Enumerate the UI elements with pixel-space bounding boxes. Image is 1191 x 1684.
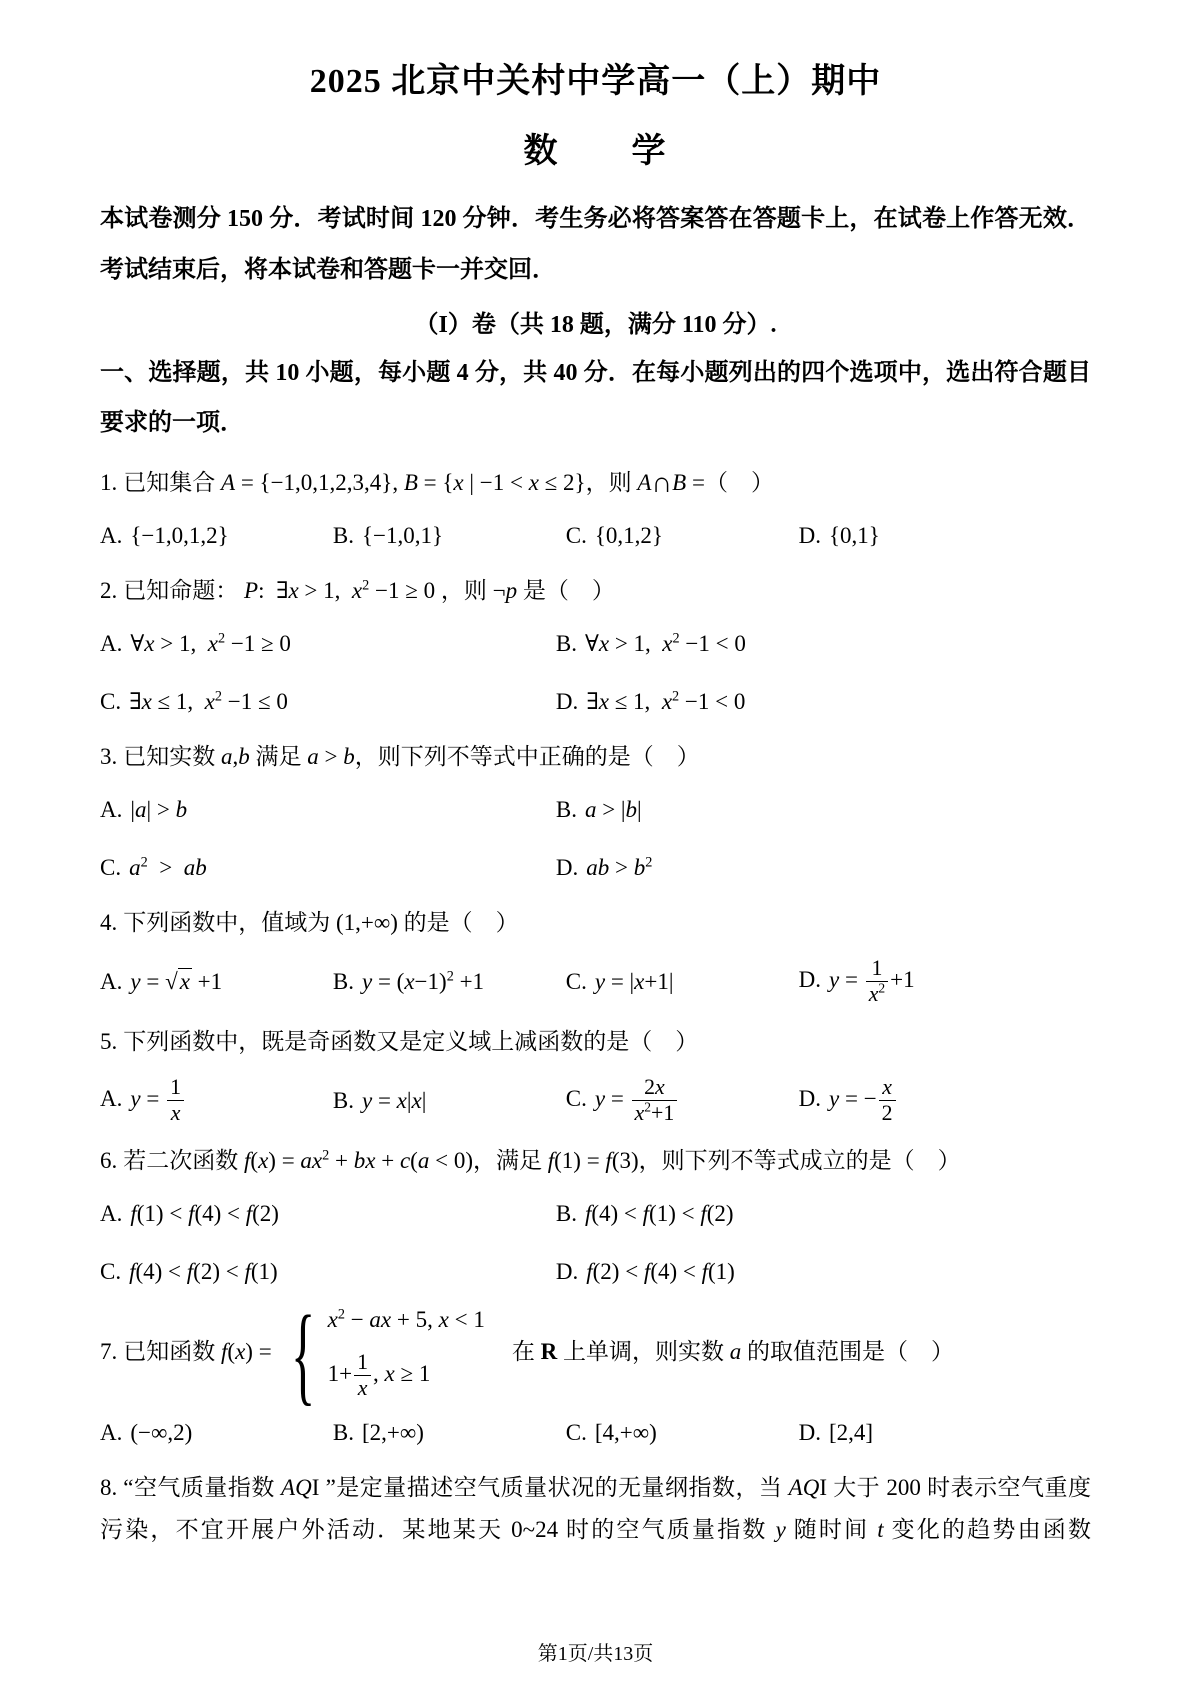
question-stem — [100, 1021, 1091, 1063]
question-text: 已知实数 a,b 满足 a > b，则下列不等式中正确的是（ ） — [123, 744, 700, 769]
option-a — [100, 624, 556, 664]
option-c — [100, 1252, 556, 1292]
option-value: f(4) < f(2) < f(1) — [129, 1259, 278, 1285]
option-label: A. — [100, 1420, 123, 1446]
question-stem — [100, 462, 1091, 504]
option-value: [4,+∞) — [594, 1420, 657, 1446]
page-footer: 第1页/共13页 — [537, 1643, 654, 1665]
question-number: 2. — [100, 578, 118, 603]
option-label: A. — [100, 1086, 123, 1112]
option-b — [333, 1413, 566, 1453]
question-number: 5. — [100, 1029, 118, 1055]
question-number: 8. — [100, 1475, 118, 1501]
question-text: 已知集合 A = {−1,0,1,2,3,4}, B = {x | −1 < x ≤ 2}，则 A∩B =（ ） — [123, 467, 774, 499]
question-stem — [100, 736, 1091, 778]
option-c — [566, 1075, 799, 1126]
option-label: A. — [100, 523, 123, 548]
option-a — [100, 516, 333, 556]
option-label: C. — [100, 1259, 122, 1285]
question-3 — [100, 736, 1091, 888]
option-value: $a^2$ > ab — [129, 854, 207, 880]
option-label: A. — [100, 797, 123, 822]
option-value: f(2) < f(4) < f(1) — [586, 1259, 735, 1285]
exam-instructions: 本试卷测分 150 分．考试时间 120 分钟．考生务必将答案答在答题卡上，在试卷上作答无效．考试结束后，将本试卷和答题卡一并交回． — [100, 206, 1091, 283]
option-label: A. — [100, 631, 123, 656]
option-label: B. — [555, 1201, 577, 1227]
option-value: y = $\frac{1}{x}$ — [130, 1086, 186, 1111]
option-value: a > |b| — [584, 797, 642, 822]
option-value: y = |x+1| — [594, 968, 674, 994]
option-c — [100, 682, 556, 722]
option-b — [333, 516, 566, 556]
option-value: (−∞,2) — [130, 1420, 193, 1446]
option-a — [100, 790, 556, 830]
question-text: 已知函数 f(x) = { $x^2$ − ax + 5, x < 1 1+ $\frac{1}{x}$ , x ≥ 1 在 R 上单调，则实数 a 的取值范围是（ ） — [123, 1292, 954, 1416]
question-number: 4. — [100, 910, 118, 935]
subject-title: 数 学 — [523, 133, 668, 170]
option-a — [100, 962, 333, 1002]
option-value: {−1,0,1,2} — [130, 523, 229, 548]
question-1 — [100, 462, 1091, 556]
page-title: 2025 北京中关村中学高一（上）期中 — [309, 63, 882, 100]
options-grid — [100, 624, 1091, 722]
option-b — [556, 624, 1091, 664]
option-label: D. — [555, 855, 579, 880]
option-label: B. — [555, 797, 577, 822]
option-d — [799, 1413, 1091, 1453]
option-c — [566, 962, 799, 1002]
option-value: ∃x ≤ 1, $x^2 -1 < 0$ — [586, 688, 746, 714]
option-c — [100, 848, 556, 888]
option-label: A. — [100, 1201, 123, 1227]
option-a — [100, 1194, 556, 1234]
question-number: 7. — [100, 1339, 118, 1365]
option-value: f(1) < f(4) < f(2) — [130, 1201, 279, 1227]
options-grid — [100, 516, 1091, 556]
question-stem — [100, 1292, 1091, 1416]
option-label: D. — [798, 523, 821, 548]
option-label: C. — [100, 855, 122, 880]
option-b — [556, 1194, 1091, 1234]
question-stem — [100, 1467, 1091, 1551]
option-value: y = √x +1 — [130, 968, 223, 994]
part-header: （I）卷（共 18 题，满分 110 分）. — [414, 312, 777, 338]
option-c — [566, 1413, 799, 1453]
option-d — [799, 516, 1091, 556]
options-grid — [100, 1075, 1091, 1126]
option-label: B. — [332, 1420, 354, 1446]
question-8 — [100, 1467, 1091, 1551]
question-text: “空气质量指数 AQI ”是定量描述空气质量状况的无量纲指数，当 AQI 大于 200 时表示空气重度污染，不宜开展户外活动．某地某天 0~24 时的空气质量指数 y 随时间 t 变化的趋势由函数 — [100, 1475, 1092, 1543]
option-b — [556, 790, 1091, 830]
question-5 — [100, 1021, 1091, 1126]
option-value: ∀x > 1, $x^2 -1 \ge 0$ — [130, 630, 291, 656]
option-d — [556, 682, 1091, 722]
option-label: D. — [798, 966, 821, 992]
option-value: y = $\frac{2x}{x^2+1}$ — [595, 1086, 679, 1111]
question-text: 若二次函数 $f(x) = ax^2$ + bx + c(a < 0)，满足 f(1) = f(3)，则下列不等式成立的是（ ） — [123, 1147, 961, 1174]
question-text: 下列函数中，既是奇函数又是定义域上减函数的是（ ） — [123, 1029, 699, 1055]
option-label: B. — [332, 1087, 354, 1113]
options-grid — [100, 1194, 1091, 1292]
option-value: [2,4] — [829, 1420, 874, 1446]
question-4 — [100, 902, 1091, 1007]
options-grid — [100, 956, 1091, 1007]
option-b — [333, 1081, 566, 1121]
option-d — [556, 848, 1091, 888]
question-text: 下列函数中，值域为 (1,+∞) 的是（ ） — [123, 910, 519, 935]
option-value: {0,1} — [829, 523, 880, 548]
question-6 — [100, 1140, 1091, 1292]
option-label: B. — [555, 631, 577, 656]
question-stem — [100, 902, 1091, 944]
option-label: A. — [100, 968, 123, 994]
option-d — [799, 1075, 1091, 1126]
option-c — [566, 516, 799, 556]
option-label: B. — [332, 523, 354, 548]
option-value: ∃x ≤ 1, $x^2 -1 \le 0$ — [129, 688, 288, 714]
question-text: 已知命题： P: ∃x > 1, $x^2 -1 \ge 0$ ，则 ¬p 是（ ） — [123, 577, 615, 603]
option-value: y = $\frac{1}{x^2}$ +1 — [829, 956, 915, 1007]
question-7 — [100, 1292, 1091, 1453]
option-label: C. — [565, 968, 587, 994]
option-label: D. — [798, 1086, 821, 1112]
option-label: C. — [565, 523, 587, 548]
option-value: f(4) < f(1) < f(2) — [584, 1201, 734, 1227]
question-number: 6. — [100, 1148, 118, 1174]
question-stem — [100, 1140, 1091, 1182]
question-stem — [100, 570, 1091, 612]
option-value: ab > $b^2$ — [586, 854, 653, 880]
option-label: D. — [555, 1259, 579, 1285]
option-label: D. — [555, 689, 579, 714]
section-header: 一、选择题，共 10 小题，每小题 4 分，共 40 分．在每小题列出的四个选项中，选出符合题目要求的一项． — [100, 360, 1091, 436]
options-grid — [100, 1413, 1091, 1453]
option-label: C. — [565, 1420, 587, 1446]
question-number: 3. — [100, 744, 118, 769]
option-value: y = x|x| — [361, 1087, 427, 1113]
option-label: C. — [565, 1086, 587, 1112]
question-number: 1. — [100, 470, 118, 495]
option-label: B. — [332, 968, 354, 994]
option-d — [556, 1252, 1091, 1292]
option-a — [100, 1413, 333, 1453]
option-value: y = − $\frac{x}{2}$ — [829, 1086, 898, 1111]
option-d — [799, 956, 1091, 1007]
option-value: {−1,0,1} — [361, 523, 444, 548]
option-value: |a| > b — [130, 797, 188, 822]
option-value: [2,+∞) — [361, 1420, 424, 1446]
option-value: ∀x > 1, $x^2 -1 < 0$ — [584, 630, 746, 656]
question-2 — [100, 570, 1091, 722]
options-grid — [100, 790, 1091, 888]
option-label: C. — [100, 689, 122, 714]
option-value: {0,1,2} — [594, 523, 663, 548]
option-value: $y = (x-1)^2 +1$ — [361, 967, 485, 994]
option-b — [333, 962, 566, 1002]
option-label: D. — [798, 1420, 821, 1446]
question-list — [100, 462, 1091, 1551]
option-a — [100, 1075, 333, 1126]
